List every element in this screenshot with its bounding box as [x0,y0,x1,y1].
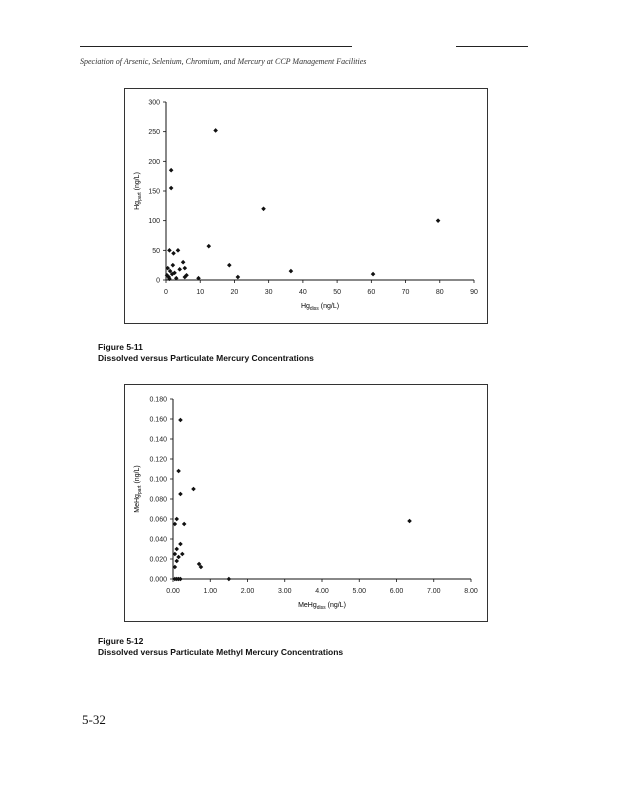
figure-5-11-caption: Dissolved versus Particulate Mercury Concentrations [98,353,314,363]
fig11-x-axis-label: $Hg_{diss}$ (ng/L) [300,303,340,312]
fig11-x-tick-label: 10 [196,289,205,296]
fig12-data-point [191,487,196,492]
fig11-data-point [289,269,294,274]
fig12-x-tick-label: 7.00 [426,588,441,595]
fig11-y-tick-label: 300 [148,99,160,107]
fig12-data-point [178,418,183,423]
header-rule-right [456,46,528,47]
running-title: Speciation of Arsenic, Selenium, Chromium, and Mercury at CCP Management Facilities [80,57,367,66]
figure-5-11-number: Figure 5-11 [98,342,143,352]
fig12-y-tick-label: 0.160 [149,416,167,424]
fig12-y-tick-label: 0.100 [149,476,167,484]
fig11-x-tick-label: 80 [435,289,444,296]
fig11-y-tick-label: 150 [148,188,160,196]
fig12-y-tick-label: 0.040 [149,536,167,544]
fig12-y-axis-label: MeHg$_{part}$ (ng/L) [134,465,143,513]
header-rule-left [80,46,352,47]
fig11-data-point [227,263,232,268]
fig12-data-point [178,542,183,547]
fig11-data-point [171,263,176,268]
fig12-data-point [227,577,232,582]
fig12-y-tick-label: 0.140 [149,436,167,444]
fig11-y-tick-label: 200 [148,158,160,166]
figure-5-12-number: Figure 5-12 [98,636,144,646]
figure-5-12-frame [124,384,488,622]
fig11-data-point [213,128,218,133]
fig11-x-tick-label: 70 [401,289,410,296]
fig12-x-tick-label: 8.00 [464,588,478,595]
fig12-x-tick-label: 6.00 [389,588,404,595]
fig12-data-point [174,517,179,522]
fig11-data-point [176,248,181,253]
figure-5-12-chart [125,385,487,621]
fig12-y-tick-label: 0.120 [149,456,167,464]
fig11-x-tick-label: 40 [298,289,307,296]
fig11-data-point [236,275,241,280]
fig11-x-tick-label: 0 [164,289,168,296]
fig12-data-point [178,492,183,497]
fig12-data-point [407,519,412,524]
fig12-x-tick-label: 0.00 [166,588,180,595]
fig11-y-tick-label: 250 [148,129,160,137]
fig12-data-point [174,559,179,564]
fig11-x-tick-label: 50 [333,289,342,296]
figure-5-12-caption-block [98,636,343,658]
fig11-data-point [169,168,174,173]
fig12-y-tick-label: 0.020 [149,556,167,564]
fig11-y-tick-label: 50 [152,247,160,255]
fig12-data-point [176,555,181,560]
fig11-x-tick-label: 30 [264,289,273,296]
fig11-data-point [371,272,376,277]
fig11-data-point [167,248,172,253]
fig12-x-tick-label: 1.00 [203,588,218,595]
fig12-x-axis-label: MeHg$_{diss}$ (ng/L) [298,602,346,611]
fig12-x-tick-label: 4.00 [315,588,329,595]
figure-5-11-frame [124,88,488,324]
fig11-x-tick-label: 90 [470,289,478,296]
fig11-data-point [171,251,176,256]
figure-5-12-caption: Dissolved versus Particulate Methyl Mercury Concentrations [98,647,344,657]
figure-5-11-caption-block [98,342,314,364]
figure-5-11-chart [125,89,487,323]
fig11-x-tick-label: 60 [367,289,376,296]
page-number: 5-32 [82,712,106,727]
fig11-y-tick-label: 0 [156,277,160,285]
fig12-y-tick-label: 0.180 [149,396,167,404]
fig12-y-tick-label: 0.060 [149,516,167,524]
fig11-data-point [181,260,186,265]
fig11-y-tick-label: 100 [148,218,160,226]
fig12-data-point [182,522,187,527]
fig11-data-point [183,266,188,271]
fig12-x-tick-label: 2.00 [240,588,255,595]
fig12-data-point [180,552,185,557]
fig11-data-point [261,207,266,212]
fig11-data-point [436,218,441,223]
fig12-data-point [174,547,179,552]
fig12-x-tick-label: 5.00 [352,588,367,595]
fig12-data-point [176,469,181,474]
fig11-data-point [169,186,174,191]
fig11-data-point [206,244,211,249]
fig11-data-point [177,267,182,272]
fig11-y-axis-label: $Hg_{part}$ (ng/L) [134,172,143,210]
fig12-y-tick-label: 0.080 [149,496,167,504]
fig12-x-tick-label: 3.00 [277,588,292,595]
fig11-x-tick-label: 20 [230,289,239,296]
fig12-y-tick-label: 0.000 [149,576,167,584]
